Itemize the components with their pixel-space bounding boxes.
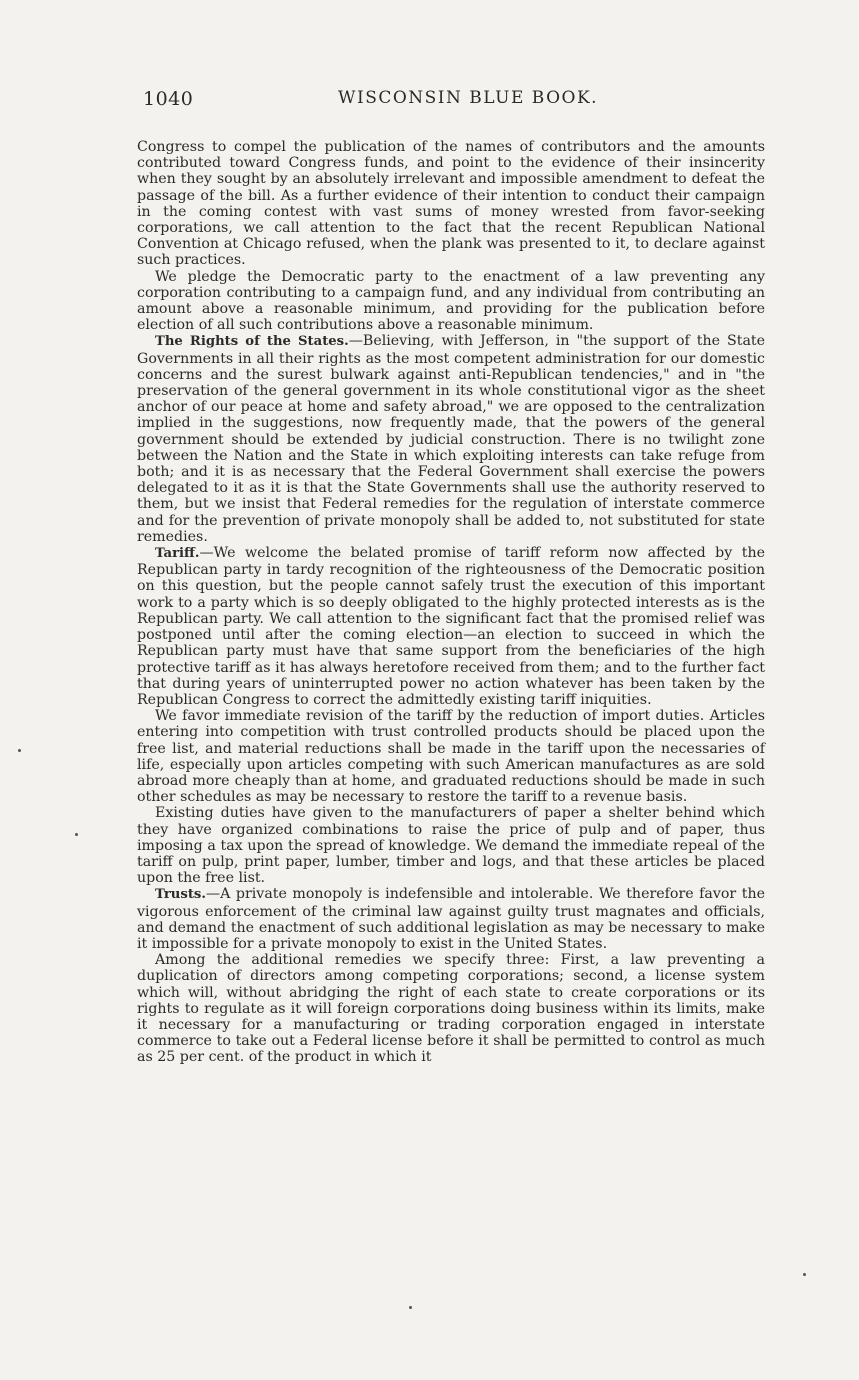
paragraph-rights-of-states: The Rights of the States.—Believing, with Jefferson, in "the support of the State Governments in all their rights as the most competent administration for our domestic concerns and the surest bulwark against anti-Republican tendencies," and in "the preservation of the general government in its whole constitutional vigor as the sheet anchor of our peace at home and safety abroad," we are opposed to the centralization implied in the suggestions, now frequently made, that the powers of the general government should be extended by judicial construction. There is no twilight zone between the Nation and the State in which exploiting interests can take refuge from both; and it is as necessary that the Federal Government shall exercise the powers delegated to it as it is that the State Governments shall use the authority reserved to them, but we insist that Federal remedies for the regulation of interstate commerce and for the prevention of private monopoly shall be added to, not substituted for state remedies.	[137, 333, 766, 545]
paragraph-contributions-pledge: We pledge the Democratic party to the enactment of a law preventing any corporation contributing to a campaign fund, and any individual from contributing an amount above a reasonable minimum, and providing for the publication before election of all such contributions above a reasonable minimum.	[137, 268, 765, 334]
page-header	[143, 88, 765, 114]
paragraph-tariff-revision: We favor immediate revision of the tariff by the reduction of import duties. Articles entering into competition with trust controlled products should be placed upon the free list, and material reductions shall be made in the tariff upon the necessaries of life, especially upon articles competing with such American manufactures as are sold abroad more cheaply than at home, and graduated reductions should be made in such other schedules as may be necessary to restore the tariff to a revenue basis.	[137, 708, 765, 806]
section-heading-tariff: Tariff.	[155, 546, 200, 562]
scan-speck	[803, 1273, 806, 1276]
scan-speck	[75, 833, 78, 836]
scan-speck	[409, 1306, 412, 1309]
page-number: 1040	[143, 88, 194, 110]
paragraph-trusts: Trusts.—A private monopoly is indefensible and intolerable. We therefore favor the vigorous enforcement of the criminal law against guilty trust magnates and officials, and demand the enactment of such additional legislation as may be necessary to make it impossible for a private monopoly to exist in the United States.	[137, 886, 765, 952]
running-title: WISCONSIN BLUE BOOK.	[338, 88, 599, 108]
paragraph-additional-remedies: Among the additional remedies we specify three: First, a law preventing a duplication of directors among competing corporations; second, a license system which will, without abridging the right of each state to create corporations or its rights to regulate as it will foreign corporations doing business within its limits, make it necessary for a manufacturing or trading corporation engaged in interstate commerce to take out a Federal license before it shall be permitted to control as much as 25 per cent. of the product in which it	[137, 952, 765, 1066]
section-heading-trusts: Trusts.	[155, 887, 206, 903]
section-heading-rights-of-states: The Rights of the States.	[155, 334, 349, 350]
body-text	[137, 139, 765, 1066]
paragraph-tariff: Tariff.—We welcome the belated promise of tariff reform now affected by the Republican party in tardy recognition of the righteousness of the Democratic position on this question, but the people cannot safely trust the execution of this important work to a party which is so deeply obligated to the highly protected interests as is the Republican party. We call attention to the significant fact that the promised relief was postponed until after the coming election—an election to succeed in which the Republican party must have that same support from the beneficiaries of the high protective tariff as it has always heretofore received from them; and to the further fact that during years of uninterrupted power no action whatever has been taken by the Republican Congress to correct the admittedly existing tariff iniquities.	[137, 545, 765, 708]
paragraph-campaign-funds: Congress to compel the publication of the names of contributors and the amounts contributed toward Congress funds, and point to the evidence of their insincerity when they sought by an absolutely irrelevant and impossible amendment to defeat the passage of the bill. As a further evidence of their intention to conduct their campaign in the coming contest with vast sums of money wrested from favor-seeking corporations, we call attention to the fact that the recent Republican National Convention at Chicago refused, when the plank was presented to it, to declare against such practices.	[137, 139, 765, 269]
paragraph-paper-duties: Existing duties have given to the manufacturers of paper a shelter behind which they have organized combinations to raise the price of pulp and of paper, thus imposing a tax upon the spread of knowledge. We demand the immediate repeal of the tariff on pulp, print paper, lumber, timber and logs, and that these articles be placed upon the free list.	[137, 805, 765, 887]
scan-speck	[18, 749, 21, 752]
